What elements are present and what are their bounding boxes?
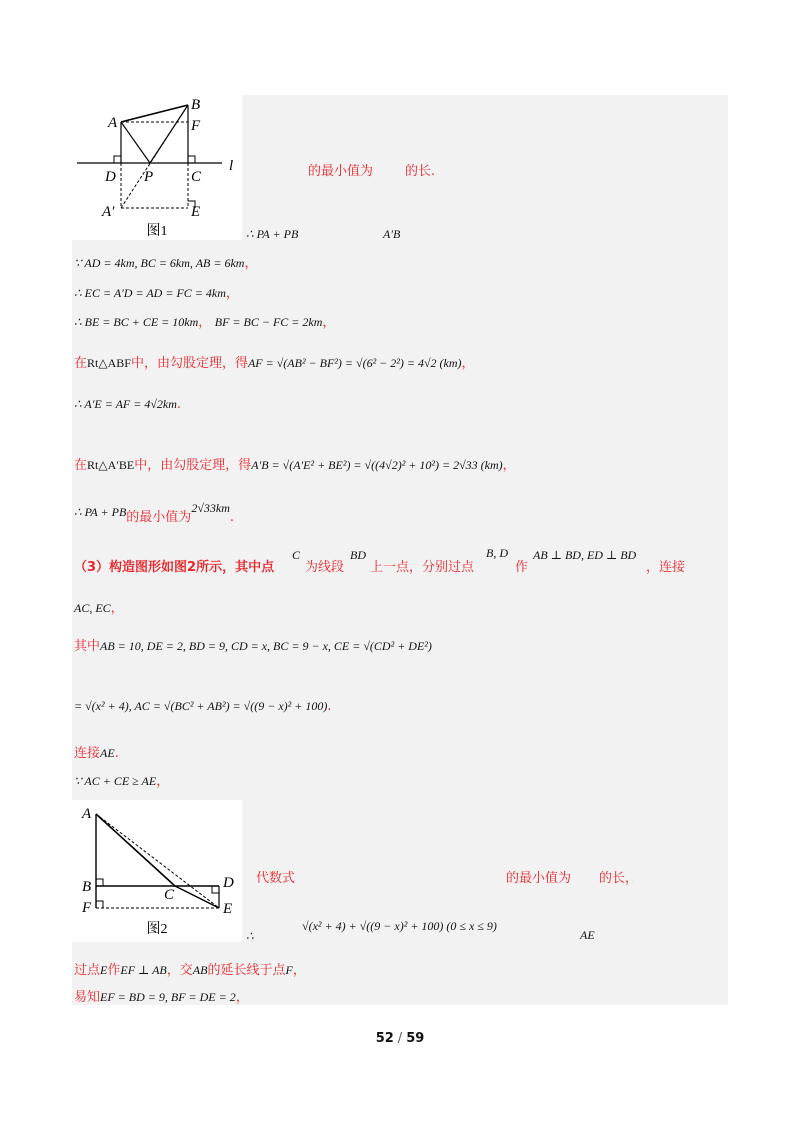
fig2-label-E: E (223, 901, 233, 917)
fig1-label-E: E (191, 204, 201, 220)
line10-BD: BD (350, 548, 366, 562)
line17-ae: AE (580, 928, 595, 942)
fig1-label-C: C (191, 169, 202, 185)
therefore-symbol: ∴ (246, 227, 254, 241)
line9-mid: 的最小值为 (126, 510, 192, 525)
line16-p1: 代数式 (256, 871, 296, 886)
line6-pre: 在 (74, 356, 88, 371)
line17-expr: √(x² + 4) + √((9 − x)² + 100) (0 ≤ x ≤ 9) (302, 919, 497, 933)
fig1-label-A: A (108, 115, 118, 131)
line3-tail: ， (244, 256, 258, 271)
line16-p3: 的长， (599, 871, 639, 886)
line18-AB: AB (192, 963, 208, 977)
page-number (0, 1031, 800, 1046)
line14-AE: AE (100, 746, 115, 760)
line10-p3: 上一点，分别过点 (370, 560, 475, 575)
fig1-caption: 图1 (146, 224, 168, 239)
line18-p2: 作 (107, 963, 121, 978)
line18-F: F (285, 963, 293, 977)
line3-text: ∵ AD = 4km, BC = 6km, AB = 6km (74, 256, 245, 270)
fig1-label-D: D (105, 169, 116, 185)
fig1-label-l: l (229, 158, 234, 174)
fig2-label-A: A (82, 806, 92, 822)
line12-pre: 其中 (74, 639, 101, 654)
line4-tail: ， (225, 286, 239, 301)
line15-tail: ， (156, 774, 170, 789)
fig1-label-B: B (191, 97, 201, 113)
line10-p4: 作 (515, 560, 529, 575)
line8-tail: ， (502, 458, 516, 473)
line15-text: ∵ AC + CE ≥ AE (74, 774, 157, 788)
page-current: 52 (375, 1031, 394, 1046)
fig1-label-F: F (191, 118, 201, 134)
line11-tail: ， (110, 601, 124, 616)
figure-1 (72, 95, 242, 240)
line9-expr: ∴ PA + PB (74, 505, 127, 519)
line6-mid: 中，由勾股定理，得 (130, 356, 248, 371)
fig2-label-B: B (82, 879, 92, 895)
line16-p2: 的最小值为 (506, 871, 572, 886)
line18-E: E (100, 963, 108, 977)
line19-expr: EF = BD = 9, BF = DE = 2 (100, 990, 236, 1004)
line19-tail: ， (235, 990, 249, 1005)
fig2-label-F: F (82, 900, 92, 916)
line8-pre: 在 (74, 458, 88, 473)
line18-p1: 过点 (74, 963, 101, 978)
line10-p2: 为线段 (305, 560, 345, 575)
line10-perp: AB ⊥ BD, ED ⊥ BD (533, 548, 637, 562)
figure-1-diagram (72, 95, 242, 240)
line5-text2: BF = BC − FC = 2km (214, 315, 323, 329)
figure-2-diagram (72, 800, 242, 942)
page-separator: / (397, 1031, 403, 1046)
line10-BD2: B, D (486, 546, 508, 560)
line12-expr: AB = 10, DE = 2, BD = 9, CD = x, BC = 9 − x, CE = √(CD² + DE²) (100, 639, 432, 653)
line1-text2: 的长. (405, 164, 436, 179)
line5-text1: ∴ BE = BC + CE = 10km (74, 315, 199, 329)
line7-text: ∴ A′E = AF = 4√2km (74, 397, 177, 411)
fig2-label-D: D (223, 875, 234, 891)
line2-ab: A′B (383, 227, 401, 241)
line2-expr: PA + PB (256, 227, 299, 241)
fig2-label-C: C (164, 887, 175, 903)
line5-tail: ， (322, 315, 336, 330)
line17-therefore: ∴ (246, 929, 254, 943)
line8-expr: A′B = √(A′E² + BE²) = √((4√2)² + 10²) = 2√33 (km) (251, 458, 503, 472)
line18-tail: ， (292, 963, 306, 978)
line14-pre: 连接 (74, 746, 101, 761)
line18-p4: 的延长线于点 (207, 963, 286, 978)
line5-sep: ， (198, 315, 212, 330)
page-total: 59 (406, 1031, 425, 1046)
line4-text: ∴ EC = A′D = AD = FC = 4km (74, 286, 226, 300)
line10-p1: （3）构造图形如图2所示，其中点 (74, 560, 275, 575)
line18-perp: EF ⊥ AB (120, 963, 167, 977)
fig1-label-P: P (144, 169, 154, 185)
line10-C: C (292, 548, 301, 562)
line13-tail: . (327, 699, 332, 714)
figure-2 (72, 800, 242, 942)
line8-mid: 中，由勾股定理，得 (134, 458, 252, 473)
line8-tri: Rt△A′BE (87, 458, 135, 472)
fig2-caption: 图2 (146, 922, 168, 937)
line9-tail: . (229, 510, 235, 525)
line9-val: 2√33km (191, 501, 230, 515)
line6-tail: ， (461, 356, 475, 371)
line10-p5: ，连接 (646, 560, 686, 575)
line11-text: AC, EC (74, 601, 111, 615)
line7-tail: . (176, 397, 182, 412)
line1-text1: 的最小值为 (308, 164, 374, 179)
line6-expr: AF = √(AB² − BF²) = √(6² − 2²) = 4√2 (km) (247, 356, 462, 370)
line19-pre: 易知 (74, 990, 101, 1005)
line13-expr: = √(x² + 4), AC = √(BC² + AB²) = √((9 − x)² + 100) (74, 699, 328, 713)
line18-p3: ，交 (166, 963, 193, 978)
line6-tri: Rt△ABF (87, 356, 131, 370)
fig1-label-A-prime: A′ (102, 204, 115, 220)
line14-tail: . (114, 746, 119, 761)
